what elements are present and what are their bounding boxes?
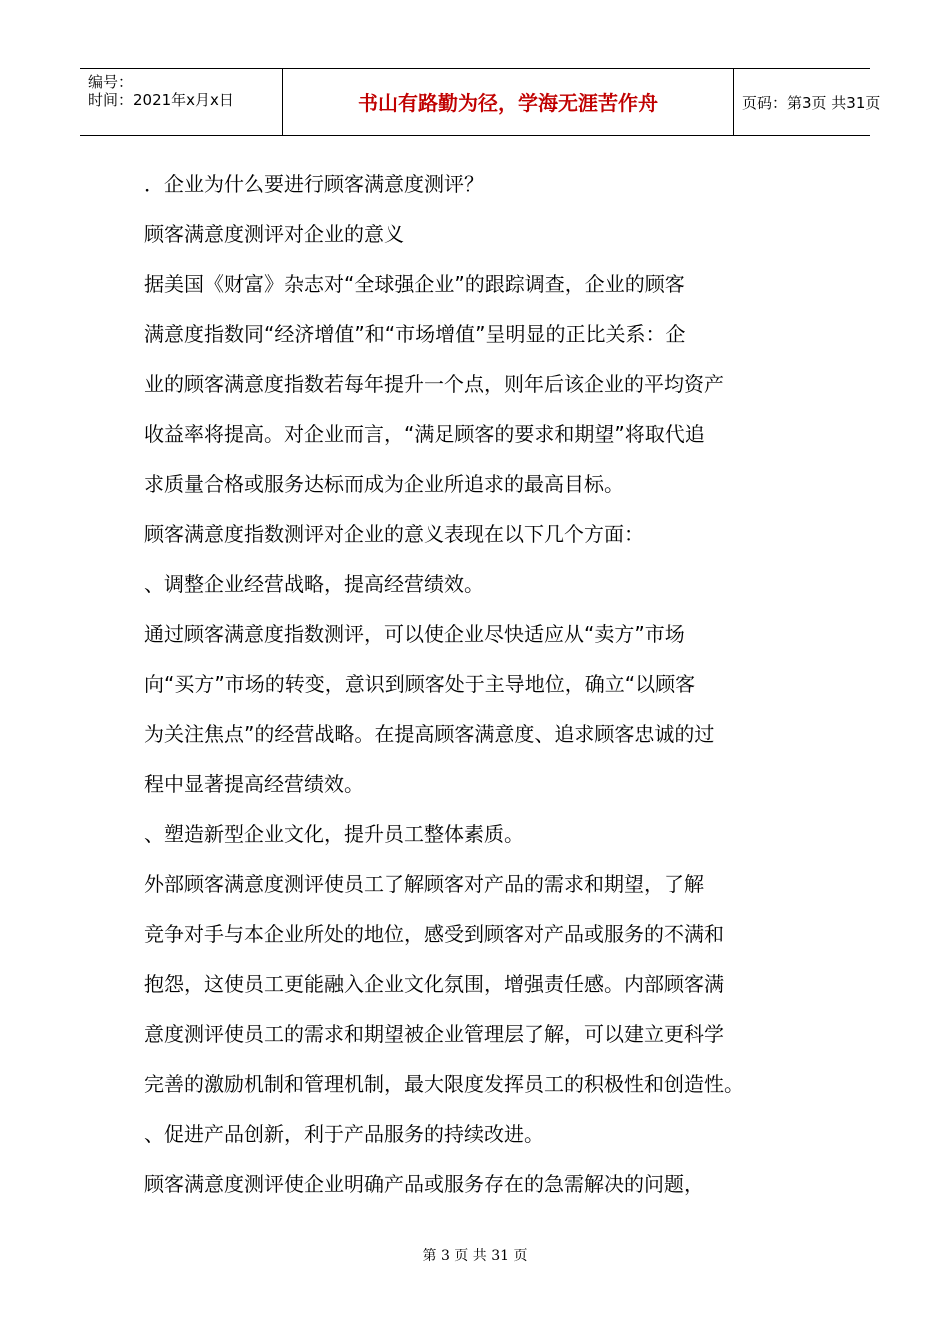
body-line: 顾客满意度指数测评对企业的意义表现在以下几个方面：	[144, 522, 644, 546]
body-line: 据美国《财富》杂志对“全球强企业”的跟踪调查，企业的顾客	[144, 272, 685, 296]
body-line: 抱怨，这使员工更能融入企业文化氛围，增强责任感。内部顾客满	[144, 972, 724, 996]
body-line: 顾客满意度测评对企业的意义	[144, 222, 404, 246]
motto-text: 书山有路勤为径，学海无涯苦作舟	[358, 91, 658, 115]
time-label: 时间：2021年x月x日	[88, 91, 234, 109]
body-line: 程中显著提高经营绩效。	[144, 772, 364, 796]
body-line: 求质量合格或服务达标而成为企业所追求的最高目标。	[144, 472, 624, 496]
page-footer: 第 3 页 共 31 页	[422, 1248, 528, 1264]
body-line: 意度测评使员工的需求和期望被企业管理层了解，可以建立更科学	[144, 1022, 724, 1046]
body-line: 为关注焦点”的经营战略。在提高顾客满意度、追求顾客忠诚的过	[144, 722, 715, 746]
body-line: 、促进产品创新，利于产品服务的持续改进。	[144, 1122, 544, 1146]
body-line: 业的顾客满意度指数若每年提升一个点，则年后该企业的平均资产	[144, 372, 724, 396]
header-table	[80, 68, 881, 136]
body-line: 、塑造新型企业文化，提升员工整体素质。	[144, 822, 524, 846]
body-line: 竞争对手与本企业所处的地位，感受到顾客对产品或服务的不满和	[144, 922, 724, 946]
page-info: 页码：第3页 共31页	[742, 94, 881, 112]
body-line: 顾客满意度测评使企业明确产品或服务存在的急需解决的问题，	[144, 1172, 704, 1196]
body-line: 、调整企业经营战略，提高经营绩效。	[144, 572, 484, 596]
body-line: 完善的激励机制和管理机制，最大限度发挥员工的积极性和创造性。	[144, 1072, 744, 1096]
body-line: 向“买方”市场的转变，意识到顾客处于主导地位，确立“以顾客	[144, 672, 696, 696]
header-middle-cell	[282, 69, 734, 135]
body-line: 收益率将提高。对企业而言，“满足顾客的要求和期望”将取代追	[144, 422, 705, 446]
header-right-cell	[734, 69, 881, 135]
body-line: 外部顾客满意度测评使员工了解顾客对产品的需求和期望，了解	[144, 872, 704, 896]
header-left-cell	[80, 69, 282, 135]
body-line: ．企业为什么要进行顾客满意度测评？	[144, 172, 484, 196]
body-line: 通过顾客满意度指数测评，可以使企业尽快适应从“卖方”市场	[144, 622, 685, 646]
body-line: 满意度指数同“经济增值”和“市场增值”呈明显的正比关系：企	[144, 322, 686, 346]
serial-label: 编号：	[88, 73, 134, 91]
